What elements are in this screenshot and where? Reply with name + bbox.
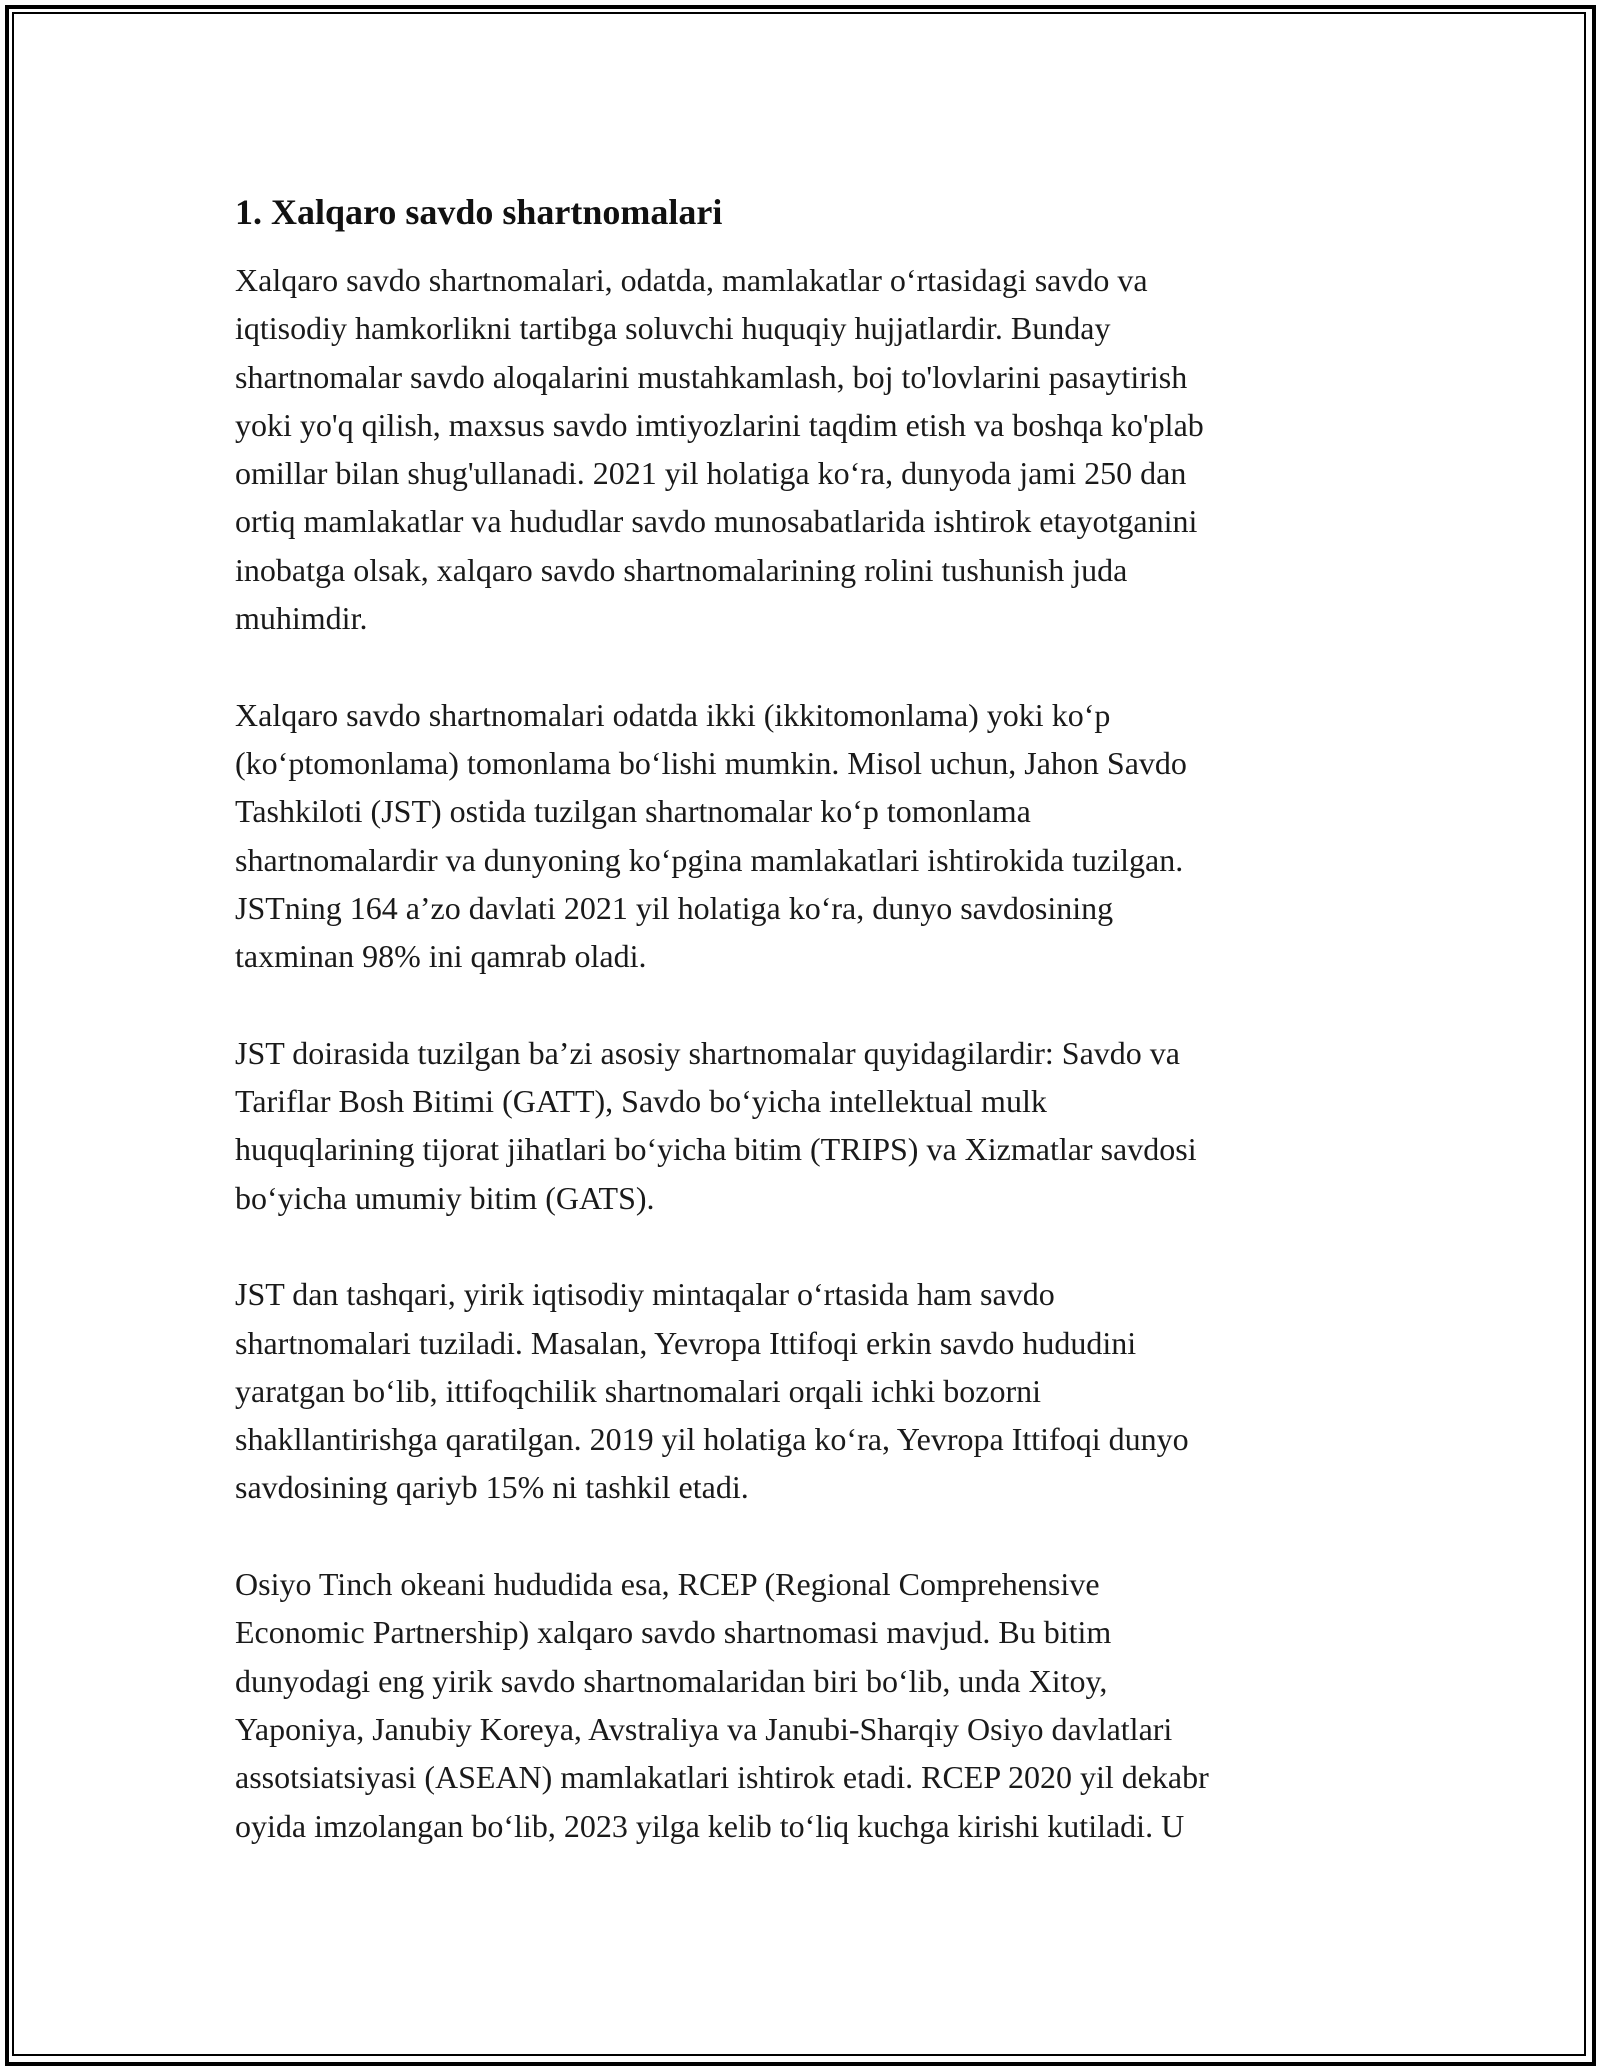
text-line: shartnomalardir va dunyoning ko‘pgina mamlakatlari ishtirokida tuzilgan. bbox=[235, 841, 1184, 878]
section-heading: 1. Xalqaro savdo shartnomalari bbox=[235, 192, 723, 232]
text-line: shartnomalari tuziladi. Masalan, Yevropa Ittifoqi erkin savdo hududini bbox=[235, 1324, 1137, 1361]
text-line: JST dan tashqari, yirik iqtisodiy mintaqalar o‘rtasida ham savdo bbox=[235, 1276, 1055, 1313]
text-line: Xalqaro savdo shartnomalari, odatda, mamlakatlar o‘rtasidagi savdo va bbox=[235, 262, 1148, 298]
text-line: assotsiatsiyasi (ASEAN) mamlakatlari ishtirok etadi. RCEP 2020 yil dekabr bbox=[235, 1759, 1209, 1796]
text-line: Tashkiloti (JST) ostida tuzilgan shartnomalar ko‘p tomonlama bbox=[235, 793, 1031, 830]
text-line: inobatga olsak, xalqaro savdo shartnomalarining rolini tushunish juda bbox=[235, 551, 1128, 588]
paragraph-3 bbox=[235, 1029, 1375, 1222]
text-line: shartnomalar savdo aloqalarini mustahkamlash, boj to'lovlarini pasaytirish bbox=[235, 358, 1188, 395]
paragraph-2 bbox=[235, 691, 1375, 981]
text-line: omillar bilan shug'ullanadi. 2021 yil holatiga ko‘ra, dunyoda jami 250 dan bbox=[235, 455, 1187, 492]
text-line: JSTning 164 a’zo davlati 2021 yil holatiga ko‘ra, dunyo savdosining bbox=[235, 889, 1114, 926]
text-line: savdosining qariyb 15% ni tashkil etadi. bbox=[235, 1469, 749, 1506]
paragraph-4 bbox=[235, 1270, 1375, 1511]
text-line: shakllantirishga qaratilgan. 2019 yil holatiga ko‘ra, Yevropa Ittifoqi dunyo bbox=[235, 1421, 1189, 1458]
paragraph-5 bbox=[235, 1560, 1375, 1850]
text-line: Xalqaro savdo shartnomalari odatda ikki (ikkitomonlama) yoki ko‘p bbox=[235, 696, 1111, 733]
text-line: dunyodagi eng yirik savdo shartnomalaridan biri bo‘lib, unda Xitoy, bbox=[235, 1662, 1108, 1699]
text-line: (ko‘ptomonlama) tomonlama bo‘lishi mumkin. Misol uchun, Jahon Savdo bbox=[235, 744, 1187, 781]
text-line: yoki yo'q qilish, maxsus savdo imtiyozlarini taqdim etish va boshqa ko'plab bbox=[235, 406, 1204, 443]
text-line: huquqlarining tijorat jihatlari bo‘yicha bitim (TRIPS) va Xizmatlar savdosi bbox=[235, 1131, 1197, 1168]
text-line: iqtisodiy hamkorlikni tartibga soluvchi huquqiy hujjatlardir. Bunday bbox=[235, 310, 1111, 347]
paragraph-1 bbox=[235, 256, 1375, 642]
text-line: oyida imzolangan bo‘lib, 2023 yilga kelib to‘liq kuchga kirishi kutiladi. U bbox=[235, 1807, 1185, 1844]
text-line: bo‘yicha umumiy bitim (GATS). bbox=[235, 1179, 655, 1216]
text-line: JST doirasida tuzilgan ba’zi asosiy shartnomalar quyidagilardir: Savdo va bbox=[235, 1034, 1180, 1071]
text-line: Osiyo Tinch okeani hududida esa, RCEP (Regional Comprehensive bbox=[235, 1566, 1100, 1603]
text-line: Yaponiya, Janubiy Koreya, Avstraliya va Janubi-Sharqiy Osiyo davlatlari bbox=[235, 1710, 1173, 1747]
document-body bbox=[235, 188, 1375, 1898]
text-line: Tariflar Bosh Bitimi (GATT), Savdo bo‘yicha intellektual mulk bbox=[235, 1083, 1047, 1120]
text-line: muhimdir. bbox=[235, 600, 368, 637]
text-line: yaratgan bo‘lib, ittifoqchilik shartnomalari orqali ichki bozorni bbox=[235, 1372, 1041, 1409]
text-line: taxminan 98% ini qamrab oladi. bbox=[235, 938, 647, 975]
text-line: Economic Partnership) xalqaro savdo shartnomasi mavjud. Bu bitim bbox=[235, 1614, 1112, 1651]
text-line: ortiq mamlakatlar va hududlar savdo munosabatlarida ishtirok etayotganini bbox=[235, 503, 1198, 540]
